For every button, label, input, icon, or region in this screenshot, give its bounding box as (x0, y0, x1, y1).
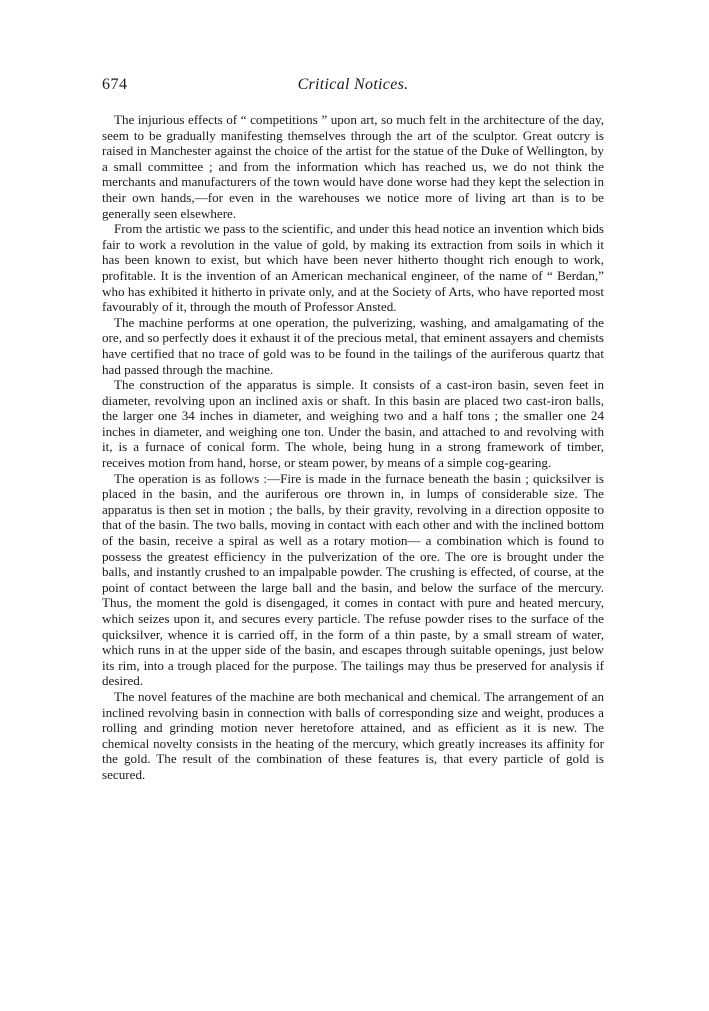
running-title: Critical Notices. (297, 76, 409, 93)
paragraph-invention: From the artistic we pass to the scientific, and under this head notice an invention which bids fair to work a revolution in the value of gold, by making its extraction from soils in which it has been known to exist, but which have been never hitherto thought rich enough to work, profitable. It is the invention of an American mechanical engineer, of the name of “ Berdan,” who has exhibited it hitherto in private only, and at the Society of Arts, who have reported most favourably of it, through the mouth of Professor Ansted. (102, 221, 604, 315)
paragraph-construction: The construction of the apparatus is simple. It consists of a cast-iron basin, seven feet in diameter, revolving upon an inclined axis or shaft. In this basin are placed two cast-iron balls, the larger one 34 inches in diameter, and weighing two and a half tons ; the smaller one 24 inches in diameter, and weighing one ton. Under the basin, and attached to and revolving with it, is a furnace of conical form. The whole, being hung in a strong framework of timber, receives motion from hand, horse, or steam power, by means of a simple cog-gearing. (102, 377, 604, 471)
paragraph-competitions: The injurious effects of “ competitions ” upon art, so much felt in the architecture of the day, seem to be gradually manifesting themselves through the art of the sculptor. Great outcry is raised in Manchester against the choice of the artist for the statue of the Duke of Wellington, by a small committee ; and from the information which has reached us, we do not think the merchants and manufacturers of the town would have done worse had they kept the selection in their own hands,—for even in the warehouses we notice more of living art than is to be generally seen elsewhere. (102, 112, 604, 221)
paragraph-machine-operation: The machine performs at one operation, the pulverizing, washing, and amalgamating of the ore, and so perfectly does it exhaust it of the precious metal, that eminent assayers and chemists have certified that no trace of gold was to be found in the tailings of the auriferous quartz that had passed through the machine. (102, 314, 604, 377)
page (102, 76, 604, 783)
running-header (102, 76, 604, 98)
page-number: 674 (102, 76, 128, 93)
paragraph-novel-features: The novel features of the machine are both mechanical and chemical. The arrangement of an inclined revolving basin in connection with balls of corresponding size and weight, produces a rolling and grinding motion never heretofore attained, and as efficient as it is new. The chemical novelty consists in the heating of the mercury, which greatly increases its affinity for the gold. The result of the combination of these features is, that every particle of gold is secured. (102, 688, 604, 782)
body-text (102, 112, 604, 783)
paragraph-operation-process: The operation is as follows :—Fire is made in the furnace beneath the basin ; quicksilver is placed in the basin, and the auriferous ore thrown in, in lumps of considerable size. The apparatus is then set in motion ; the balls, by their gravity, revolving in a direction opposite to that of the basin. The two balls, moving in contact with each other and with the inclined bottom of the basin, receive a spiral as well as a rotary motion— a combination which is found to possess the greatest efficiency in the pulverization of the ore. The ore is brought under the balls, and instantly crushed to an impalpable powder. The crushing is effected, of course, at the point of contact between the large ball and the basin, and below the surface of the mercury. Thus, the moment the gold is disengaged, it comes in contact with pure and heated mercury, which seizes upon it, and secures every particle. The refuse powder rises to the surface of the quicksilver, whence it is carried off, in the form of a thin paste, by a small stream of water, which runs in at the upper side of the basin, and escapes through suitable openings, just below its rim, into a trough placed for the purpose. The tailings may thus be preserved for analysis if desired. (102, 470, 604, 689)
